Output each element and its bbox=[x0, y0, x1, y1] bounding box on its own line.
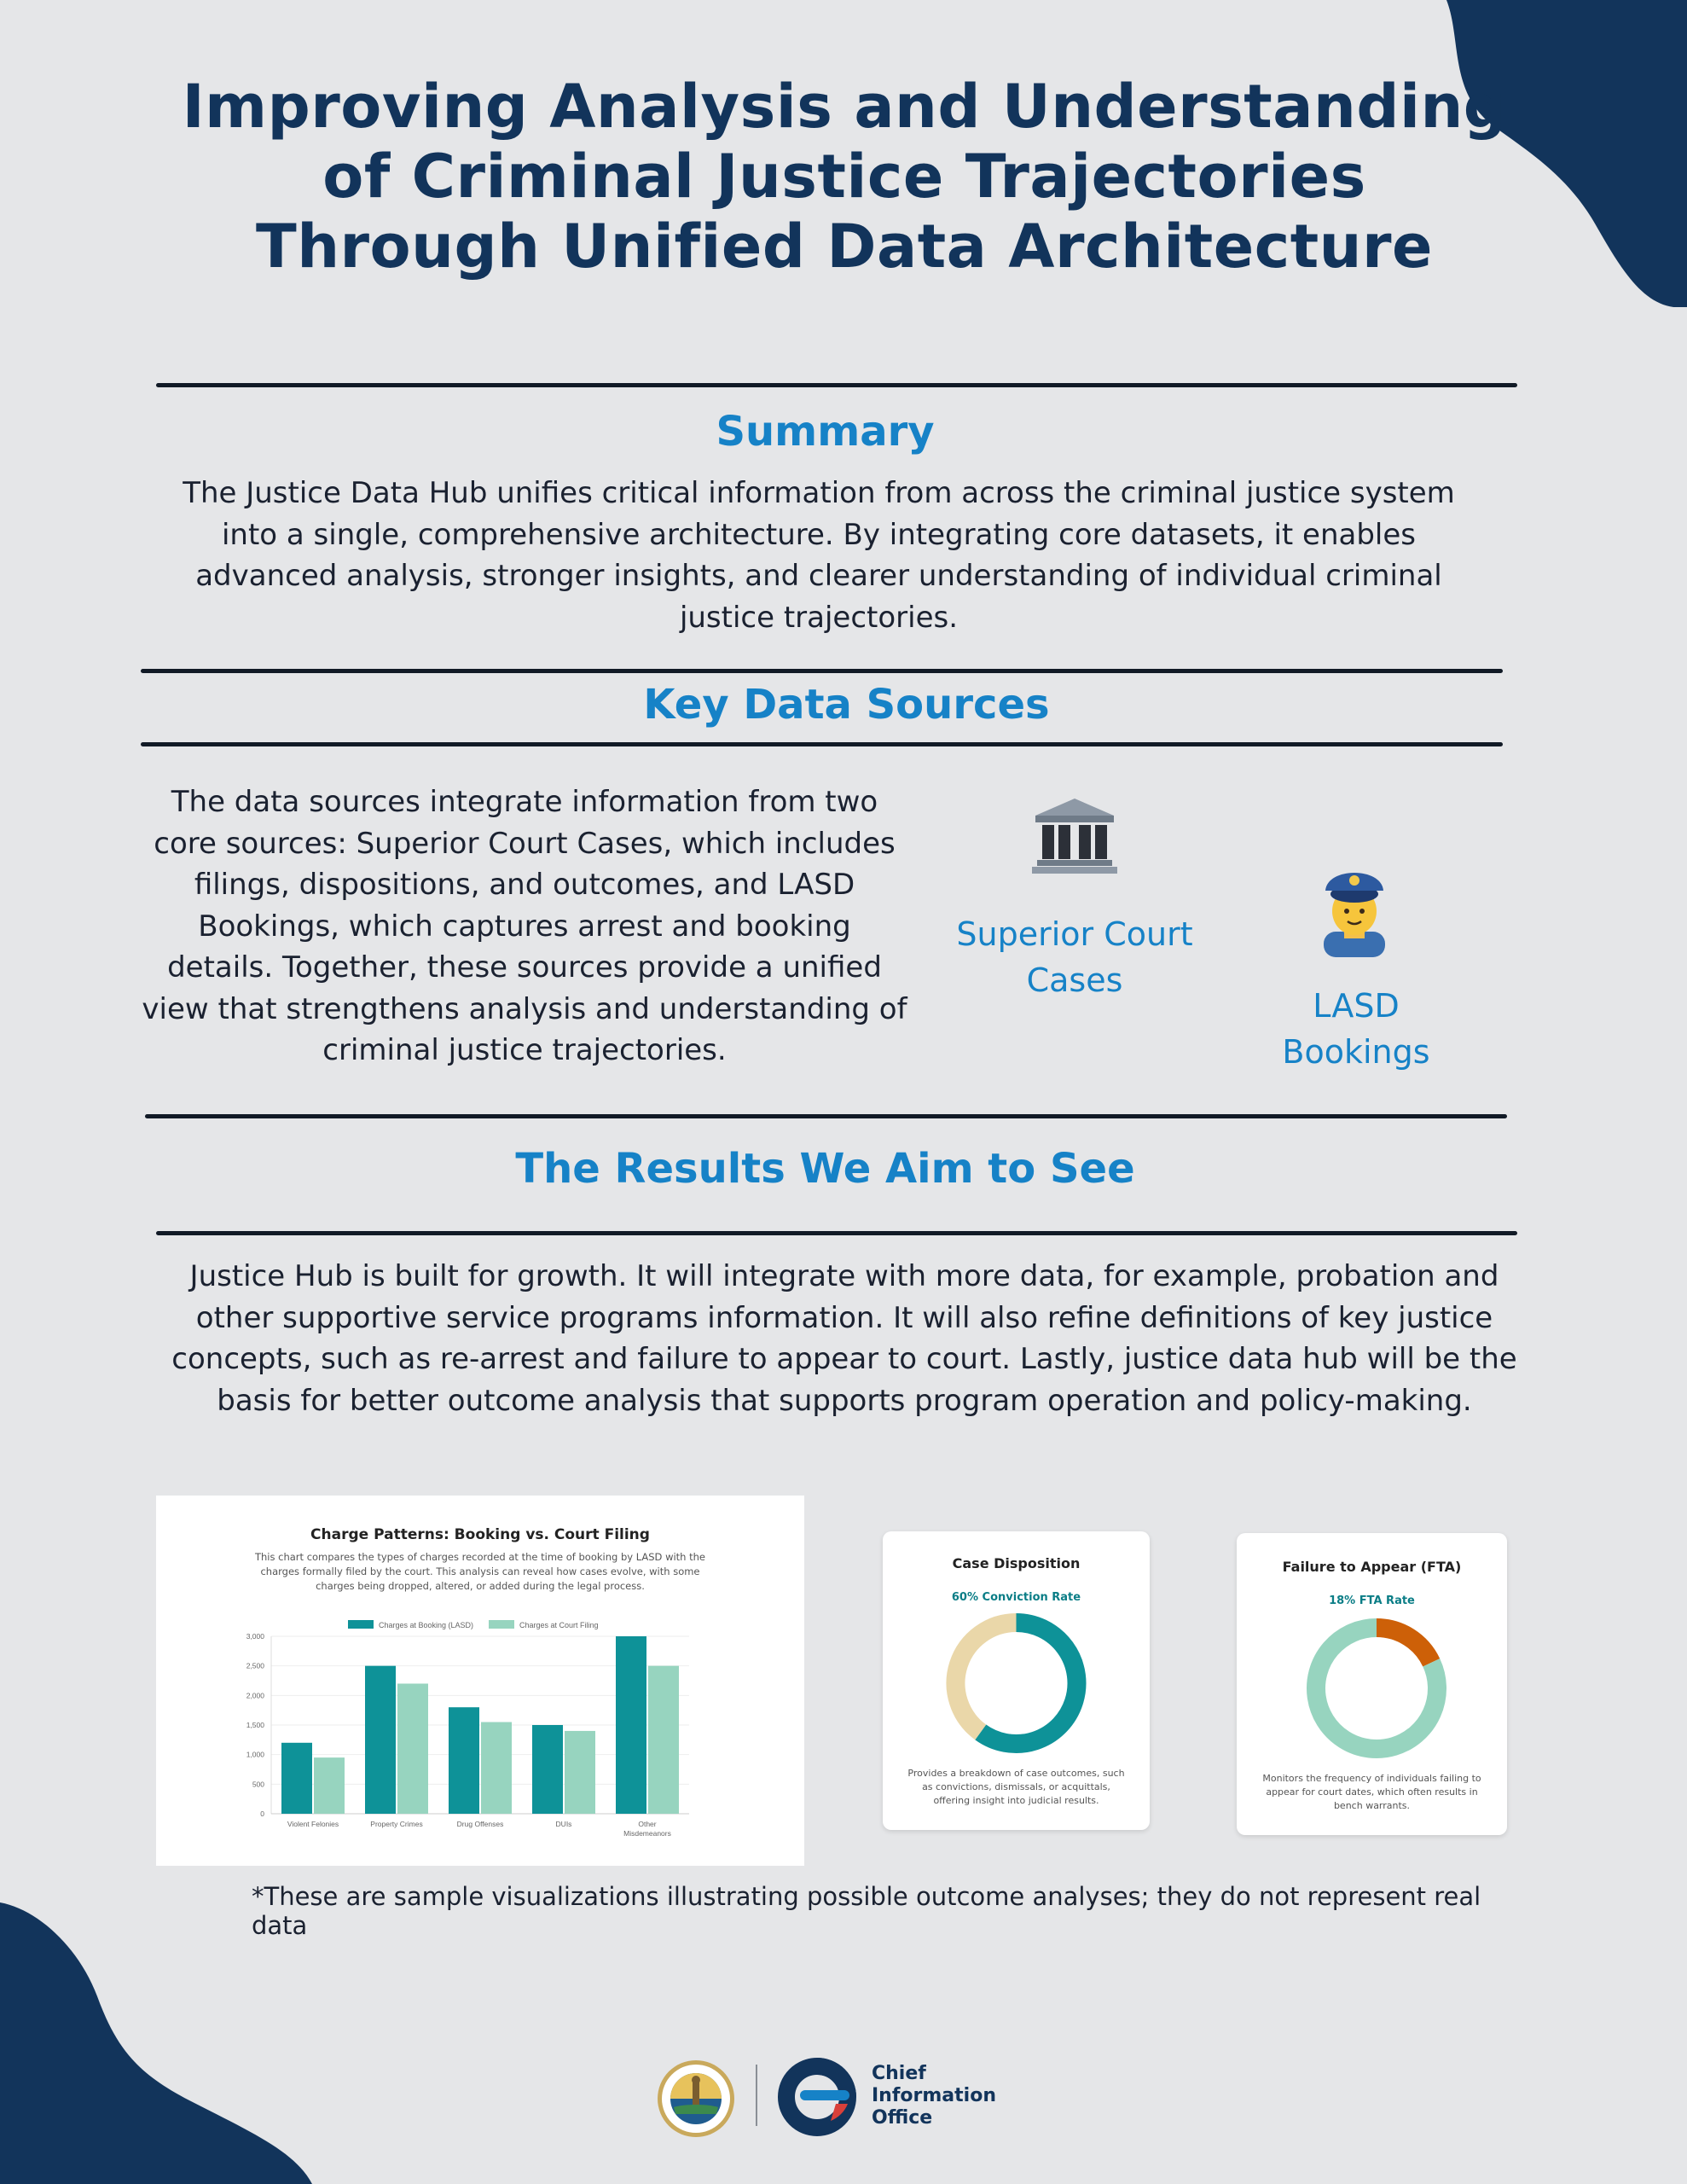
cio-name: Chief Information Office bbox=[872, 2063, 996, 2129]
donut-slice-fta bbox=[1377, 1628, 1431, 1663]
y-tick-label: 1,500 bbox=[246, 1721, 264, 1729]
case-disposition-description: Provides a breakdown of case outcomes, such as convictions, dismissals, or acquittals, offering insight into judicial results. bbox=[907, 1768, 1125, 1806]
conviction-rate-label: 60% Conviction Rate bbox=[951, 1591, 1081, 1604]
cio-logo-icon bbox=[776, 2056, 858, 2138]
legend-swatch bbox=[348, 1620, 374, 1629]
courthouse-icon bbox=[1032, 797, 1117, 875]
x-tick-label: Property Crimes bbox=[370, 1820, 423, 1828]
source-superior-court: Superior Court Cases bbox=[956, 915, 1193, 999]
x-tick-label: Misdemeanors bbox=[623, 1829, 671, 1838]
case-disposition-card bbox=[883, 1531, 1150, 1830]
bar-booking bbox=[532, 1725, 563, 1814]
divider bbox=[156, 383, 1517, 387]
donut-slice-conviction bbox=[981, 1623, 1077, 1744]
divider bbox=[141, 669, 1503, 673]
bar-court-filing bbox=[397, 1683, 428, 1814]
charge-patterns-bar-chart bbox=[156, 1496, 804, 1866]
summary-heading: Summary bbox=[716, 408, 935, 456]
chart-description: This chart compares the types of charges recorded at the time of booking by LASD with the charges formally filed by the court. This analysis can reveal how cases evolve, with some charges being dropped, altered, or added during the legal process. bbox=[254, 1551, 705, 1592]
footnote: *These are sample visualizations illustrating possible outcome analyses; they do not represent real data bbox=[252, 1882, 1481, 1940]
x-tick-label: Violent Felonies bbox=[287, 1820, 339, 1828]
y-tick-label: 2,000 bbox=[246, 1691, 264, 1700]
bar-booking bbox=[449, 1707, 479, 1814]
legend-label: Charges at Court Filing bbox=[519, 1621, 599, 1629]
case-disposition-title: Case Disposition bbox=[952, 1555, 1081, 1571]
bar-booking bbox=[365, 1666, 396, 1814]
bar-court-filing bbox=[565, 1731, 595, 1814]
legend-swatch bbox=[489, 1620, 514, 1629]
bar-court-filing bbox=[481, 1722, 512, 1814]
fta-card bbox=[1237, 1533, 1507, 1835]
logo-divider bbox=[756, 2065, 757, 2126]
fta-rate-label: 18% FTA Rate bbox=[1329, 1594, 1415, 1607]
legend-label: Charges at Booking (LASD) bbox=[379, 1621, 474, 1629]
bar-court-filing bbox=[314, 1757, 345, 1814]
fta-description: Monitors the frequency of individuals failing to appear for court dates, which often results in bench warrants. bbox=[1262, 1773, 1481, 1811]
summary-text: The Justice Data Hub unifies critical information from across the criminal justice system into a single, comprehensive architecture. By integrating core datasets, it enables advanced analysis, stronger insights, and clearer understanding of individual criminal justice trajectories. bbox=[183, 476, 1455, 635]
fta-title: Failure to Appear (FTA) bbox=[1282, 1559, 1462, 1575]
police-officer-icon bbox=[1310, 857, 1399, 957]
divider bbox=[141, 742, 1503, 746]
y-tick-label: 3,000 bbox=[246, 1632, 264, 1641]
y-tick-label: 500 bbox=[252, 1780, 264, 1789]
bar-booking bbox=[281, 1743, 312, 1814]
y-tick-label: 2,500 bbox=[246, 1661, 264, 1670]
chart-title: Charge Patterns: Booking vs. Court Filing bbox=[310, 1526, 650, 1543]
corner-wave-bottom-left bbox=[0, 1902, 324, 2184]
legend-item bbox=[348, 1620, 473, 1629]
x-tick-label: Other bbox=[638, 1820, 657, 1828]
page-title: Improving Analysis and Understanding of Criminal Justice Trajectories Through Unified Data Architecture bbox=[182, 72, 1507, 282]
divider bbox=[145, 1114, 1507, 1118]
county-seal-logo bbox=[657, 2059, 735, 2138]
results-heading: The Results We Aim to See bbox=[515, 1145, 1135, 1193]
legend-item bbox=[489, 1620, 599, 1629]
x-tick-label: DUIs bbox=[555, 1820, 572, 1828]
charge-patterns-chart-card bbox=[156, 1496, 804, 1866]
bar-court-filing bbox=[648, 1666, 679, 1814]
donut-slice-other bbox=[956, 1623, 1017, 1732]
divider bbox=[156, 1231, 1517, 1235]
bar-booking bbox=[616, 1636, 646, 1814]
results-text: Justice Hub is built for growth. It will integrate with more data, for example, probation and other supportive service programs information. It will also refine definitions of key justice concepts, such as re-arrest and failure to appear to court. Lastly, justice data hub will be the basis for better outcome analysis that supports program operation and policy-making. bbox=[171, 1259, 1517, 1418]
sources-text: The data sources integrate information from two core sources: Superior Court Cases, which includes filings, dispositions, and outcomes, and LASD Bookings, which captures arrest and booking details. Together, these sources provide a unified view that strengthens analysis and understanding of criminal justice trajectories. bbox=[142, 785, 907, 1067]
source-lasd-bookings: LASD Bookings bbox=[1282, 987, 1430, 1071]
y-tick-label: 0 bbox=[260, 1809, 264, 1818]
sources-heading: Key Data Sources bbox=[643, 681, 1050, 729]
y-tick-label: 1,000 bbox=[246, 1750, 264, 1759]
x-tick-label: Drug Offenses bbox=[456, 1820, 504, 1828]
